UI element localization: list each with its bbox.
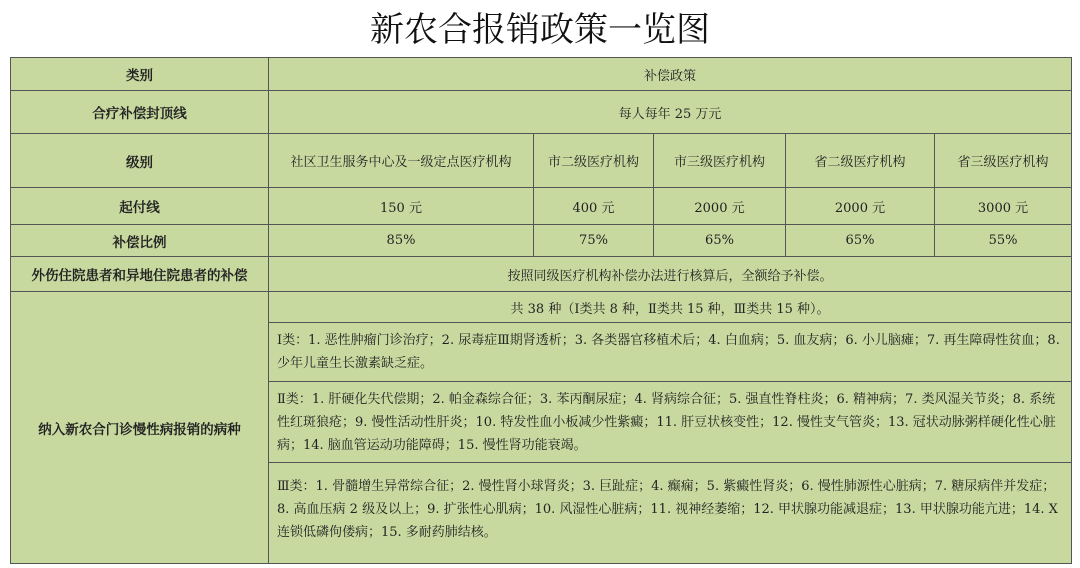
deductible-label: 起付线 [11, 188, 269, 225]
cap-label: 合疗补偿封顶线 [11, 91, 269, 134]
row-ratio [11, 225, 1072, 257]
class2-diseases: Ⅱ类：1. 肝硬化失代偿期；2. 帕金森综合征；3. 苯丙酮尿症；4. 肾病综合征；5. 强直性脊柱炎；6. 精神病；7. 类风湿关节炎；8. 系统性红斑狼疮；9. 慢性活动性肝炎；10. 特发性血小板减少性紫癜；11. 肝豆状核变性；12. 慢性支气管炎；13. 冠状动脉粥样硬化性心脏病；14. 脑血管运动功能障碍；15. 慢性肾功能衰竭。 [269, 382, 1072, 463]
row-injury [11, 257, 1072, 292]
deductible-cell: 2000 元 [654, 188, 786, 225]
injury-value: 按照同级医疗机构补偿办法进行核算后，全额给予补偿。 [269, 257, 1072, 292]
deductible-cell: 3000 元 [935, 188, 1072, 225]
level-cell: 省三级医疗机构 [935, 134, 1072, 188]
row-category [11, 58, 1072, 91]
ratio-cell: 65% [786, 225, 935, 257]
level-cell: 省二级医疗机构 [786, 134, 935, 188]
row-deductible [11, 188, 1072, 225]
ratio-cell: 55% [935, 225, 1072, 257]
level-cell: 市二级医疗机构 [534, 134, 654, 188]
level-cell: 社区卫生服务中心及一级定点医疗机构 [269, 134, 534, 188]
injury-label: 外伤住院患者和异地住院患者的补偿 [11, 257, 269, 292]
cap-value: 每人每年 25 万元 [269, 91, 1072, 134]
category-label: 类别 [11, 58, 269, 91]
class3-diseases: Ⅲ类：1. 骨髓增生异常综合征；2. 慢性肾小球肾炎；3. 巨趾症；4. 癫痫；5. 紫癜性肾炎；6. 慢性肺源性心脏病；7. 糖尿病伴并发症；8. 高血压病 2 级及以上；9. 扩张性心肌病；10. 风湿性心脏病；11. 视神经萎缩；12. 甲状腺功能减退症；13. 甲状腺功能亢进；14. X 连锁低磷佝偻病；15. 多耐药肺结核。 [269, 463, 1072, 564]
category-value: 补偿政策 [269, 58, 1072, 91]
deductible-cell: 2000 元 [786, 188, 935, 225]
deductible-cell: 150 元 [269, 188, 534, 225]
class1-diseases: Ⅰ类：1. 恶性肿瘤门诊治疗；2. 尿毒症Ⅲ期肾透析；3. 各类器官移植术后；4. 白血病；5. 血友病；6. 小儿脑瘫；7. 再生障碍性贫血；8. 少年儿童生长激素缺乏症。 [269, 323, 1072, 382]
chronic-summary: 共 38 种（Ⅰ类共 8 种，Ⅱ类共 15 种，Ⅲ类共 15 种）。 [269, 292, 1072, 323]
ratio-label: 补偿比例 [11, 225, 269, 257]
ratio-cell: 65% [654, 225, 786, 257]
row-cap [11, 91, 1072, 134]
ratio-cell: 75% [534, 225, 654, 257]
row-chronic-summary [11, 292, 1072, 323]
level-cell: 市三级医疗机构 [654, 134, 786, 188]
deductible-cell: 400 元 [534, 188, 654, 225]
chronic-label: 纳入新农合门诊慢性病报销的病种 [11, 292, 269, 564]
page-title: 新农合报销政策一览图 [370, 10, 710, 50]
level-label: 级别 [11, 134, 269, 188]
row-level [11, 134, 1072, 188]
policy-table [10, 57, 1072, 564]
ratio-cell: 85% [269, 225, 534, 257]
